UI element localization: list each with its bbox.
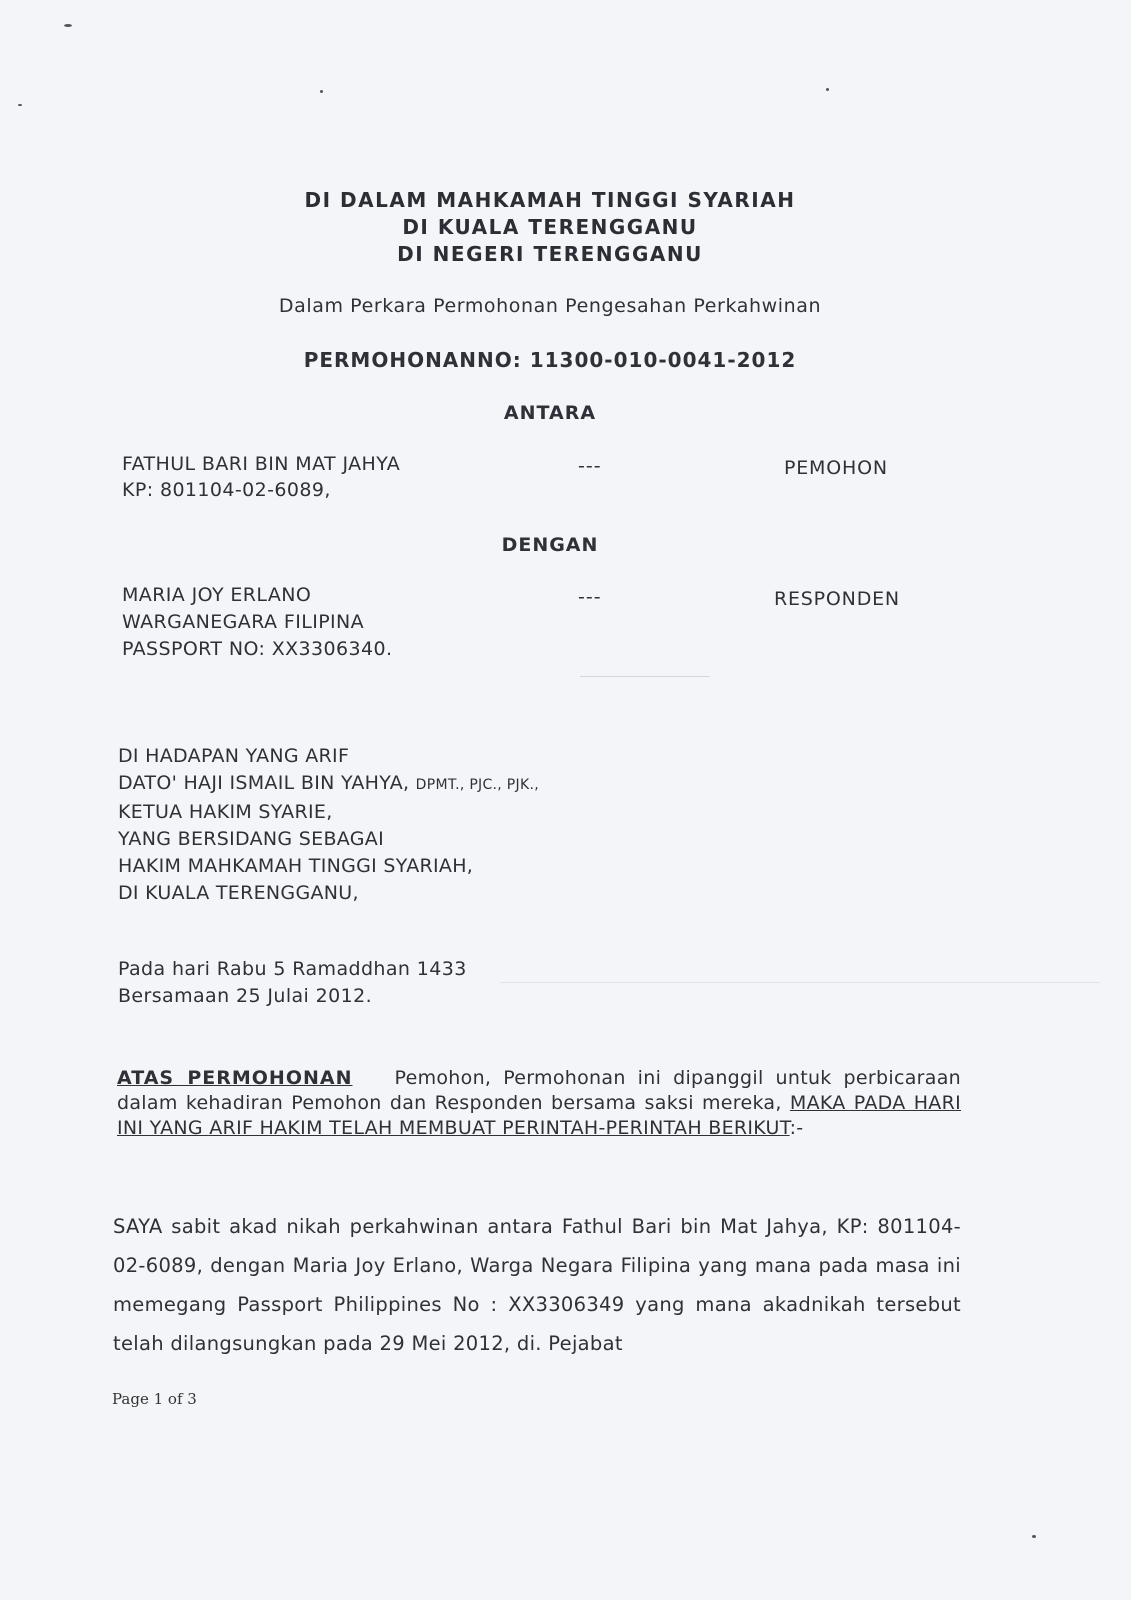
scan-speck xyxy=(64,24,72,27)
scan-speck xyxy=(18,104,22,106)
date-gregorian: Bersamaan 25 Julai 2012. xyxy=(118,985,373,1007)
bench-line4: YANG BERSIDANG SEBAGAI xyxy=(118,828,384,850)
antara-label: ANTARA xyxy=(503,402,597,424)
applicant-dash: --- xyxy=(578,455,602,477)
respondent-name: MARIA JOY ERLANO xyxy=(122,584,312,606)
scan-speck xyxy=(826,88,829,91)
order-paragraph xyxy=(117,1066,961,1141)
bench-line2 xyxy=(118,770,539,799)
scan-speck xyxy=(1032,1535,1036,1538)
order-lead: ATAS PERMOHONAN xyxy=(117,1067,353,1089)
court-heading-line1: DI DALAM MAHKAMAH TINGGI SYARIAH xyxy=(304,188,796,212)
case-number: PERMOHONANNO: 11300-010-0041-2012 xyxy=(303,348,797,372)
order-text: Pemohon, Permohonan ini dipanggil untuk perbicaraan dalam kehadiran Pemohon dan Responden bersama saksi mereka, xyxy=(117,1067,961,1114)
respondent-dash: --- xyxy=(578,586,602,608)
scan-line xyxy=(580,676,710,677)
page-number: Page 1 of 3 xyxy=(112,1390,197,1408)
bench-line5: HAKIM MAHKAMAH TINGGI SYARIAH, xyxy=(118,855,474,877)
bench-line6: DI KUALA TERENGGANU, xyxy=(118,882,359,904)
bench-line3: KETUA HAKIM SYARIE, xyxy=(118,801,333,823)
case-subject: Dalam Perkara Permohonan Pengesahan Perkahwinan xyxy=(278,295,822,317)
court-heading-line2: DI KUALA TERENGGANU xyxy=(402,215,698,239)
applicant-name: FATHUL BARI BIN MAT JAHYA xyxy=(122,453,401,475)
scan-speck xyxy=(320,90,323,93)
judge-name: DATO' HAJI ISMAIL BIN YAHYA, xyxy=(118,772,416,794)
respondent-nationality: WARGANEGARA FILIPINA xyxy=(122,611,365,633)
respondent-role: RESPONDEN xyxy=(774,588,900,610)
scan-line xyxy=(500,982,1100,983)
applicant-role: PEMOHON xyxy=(784,457,888,479)
order-tail: :- xyxy=(789,1117,804,1139)
court-heading-line3: DI NEGERI TERENGGANU xyxy=(397,242,703,266)
judge-titles: DPMT., PJC., PJK., xyxy=(415,777,539,793)
dengan-label: DENGAN xyxy=(501,534,599,556)
bench-block xyxy=(118,743,539,907)
applicant-id: KP: 801104-02-6089, xyxy=(122,479,331,501)
date-block xyxy=(118,956,467,1010)
order-underlined: MAKA PADA HARI INI YANG ARIF HAKIM TELAH MEMBUAT PERINTAH-PERINTAH BERIKUT xyxy=(117,1092,962,1139)
date-hijri: Pada hari Rabu 5 Ramaddhan 1433 xyxy=(118,958,467,980)
respondent-passport: PASSPORT NO: XX3306340. xyxy=(122,638,393,660)
declaration-paragraph: SAYA sabit akad nikah perkahwinan antara Fathul Bari bin Mat Jahya, KP: 801104-02-6089, dengan Maria Joy Erlano, Warga Negara Filipina yang mana pada masa ini memegang Passport Philippines No : XX3306349 yang mana akadnikah tersebut telah dilangsungkan pada 29 Mei 2012, di. Pejabat xyxy=(113,1215,961,1355)
bench-line1: DI HADAPAN YANG ARIF xyxy=(118,745,350,767)
